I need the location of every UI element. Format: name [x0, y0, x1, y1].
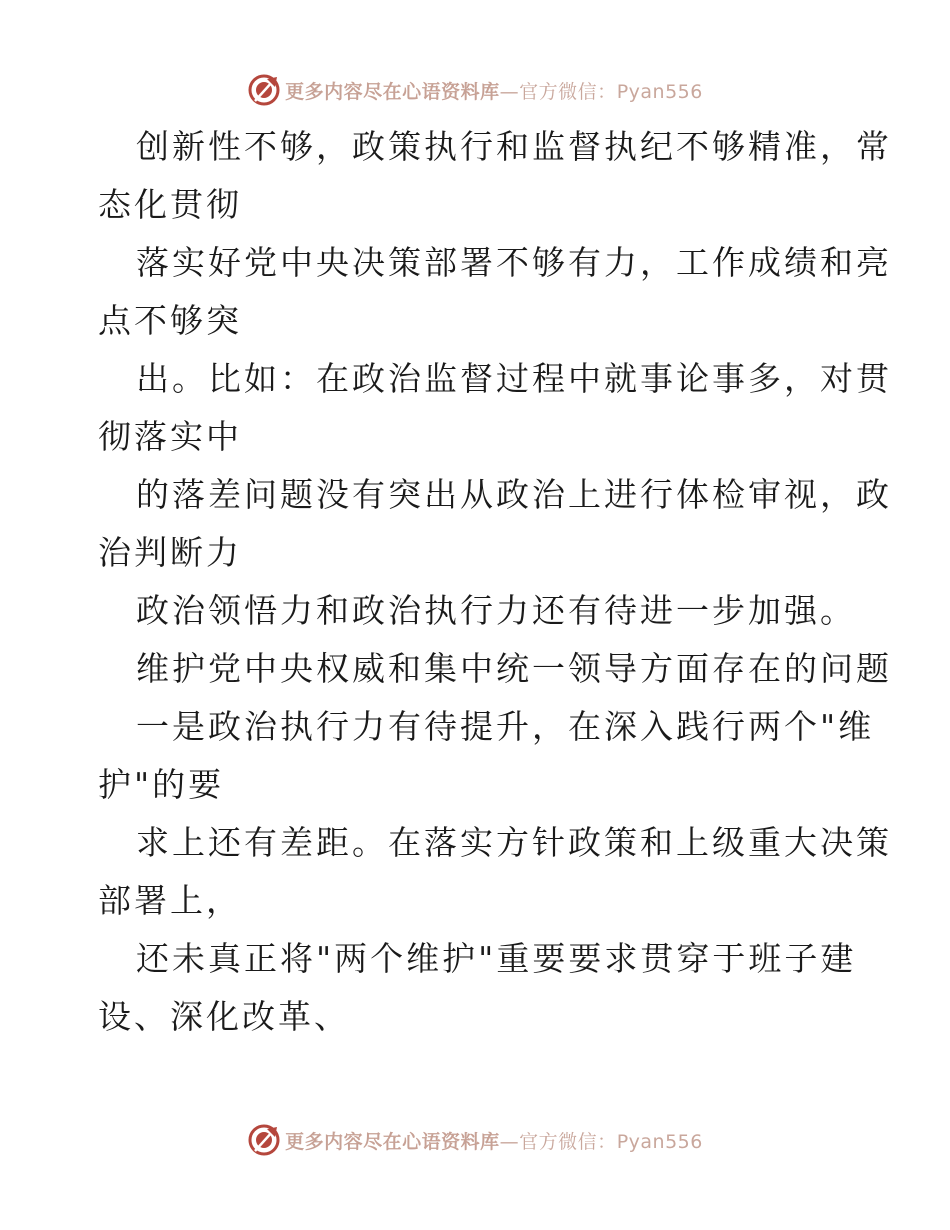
header-watermark-banner	[0, 70, 950, 110]
body-line: 态化贯彻	[98, 185, 242, 224]
body-line: 落实好党中央决策部署不够有力，工作成绩和亮	[136, 243, 892, 282]
body-line: 还未真正将"两个维护"重要要求贯穿于班子建	[136, 939, 857, 978]
watermark-sep: —官方微信：	[499, 1130, 617, 1153]
watermark-main: 更多内容尽在心语资料库	[285, 80, 500, 103]
body-line: 出。比如：在政治监督过程中就事论事多，对贯	[136, 359, 892, 398]
watermark-sep: —官方微信：	[499, 80, 617, 103]
document-body	[98, 118, 892, 1046]
body-line: 创新性不够，政策执行和监督执纪不够精准，常	[136, 127, 892, 166]
watermark-id: Pyan556	[616, 1130, 703, 1153]
watermark-main: 更多内容尽在心语资料库	[285, 1130, 500, 1153]
red-seal-pen-icon	[247, 73, 281, 107]
watermark-id: Pyan556	[616, 80, 703, 103]
body-line: 政治领悟力和政治执行力还有待进一步加强。	[136, 591, 856, 630]
body-line: 点不够突	[98, 301, 242, 340]
header-watermark-text	[285, 77, 703, 104]
body-line: 一是政治执行力有待提升，在深入践行两个"维	[136, 707, 875, 746]
body-line: 维护党中央权威和集中统一领导方面存在的问题	[136, 649, 892, 688]
footer-watermark-text	[285, 1127, 703, 1154]
body-line: 护"的要	[98, 765, 225, 804]
red-seal-pen-icon	[247, 1123, 281, 1157]
body-line: 的落差问题没有突出从政治上进行体检审视，政	[136, 475, 892, 514]
footer-watermark-banner	[0, 1120, 950, 1160]
body-line: 设、深化改革、	[98, 997, 350, 1036]
body-line: 部署上，	[98, 881, 242, 920]
body-line: 求上还有差距。在落实方针政策和上级重大决策	[136, 823, 892, 862]
body-line: 彻落实中	[98, 417, 242, 456]
body-line: 治判断力	[98, 533, 242, 572]
